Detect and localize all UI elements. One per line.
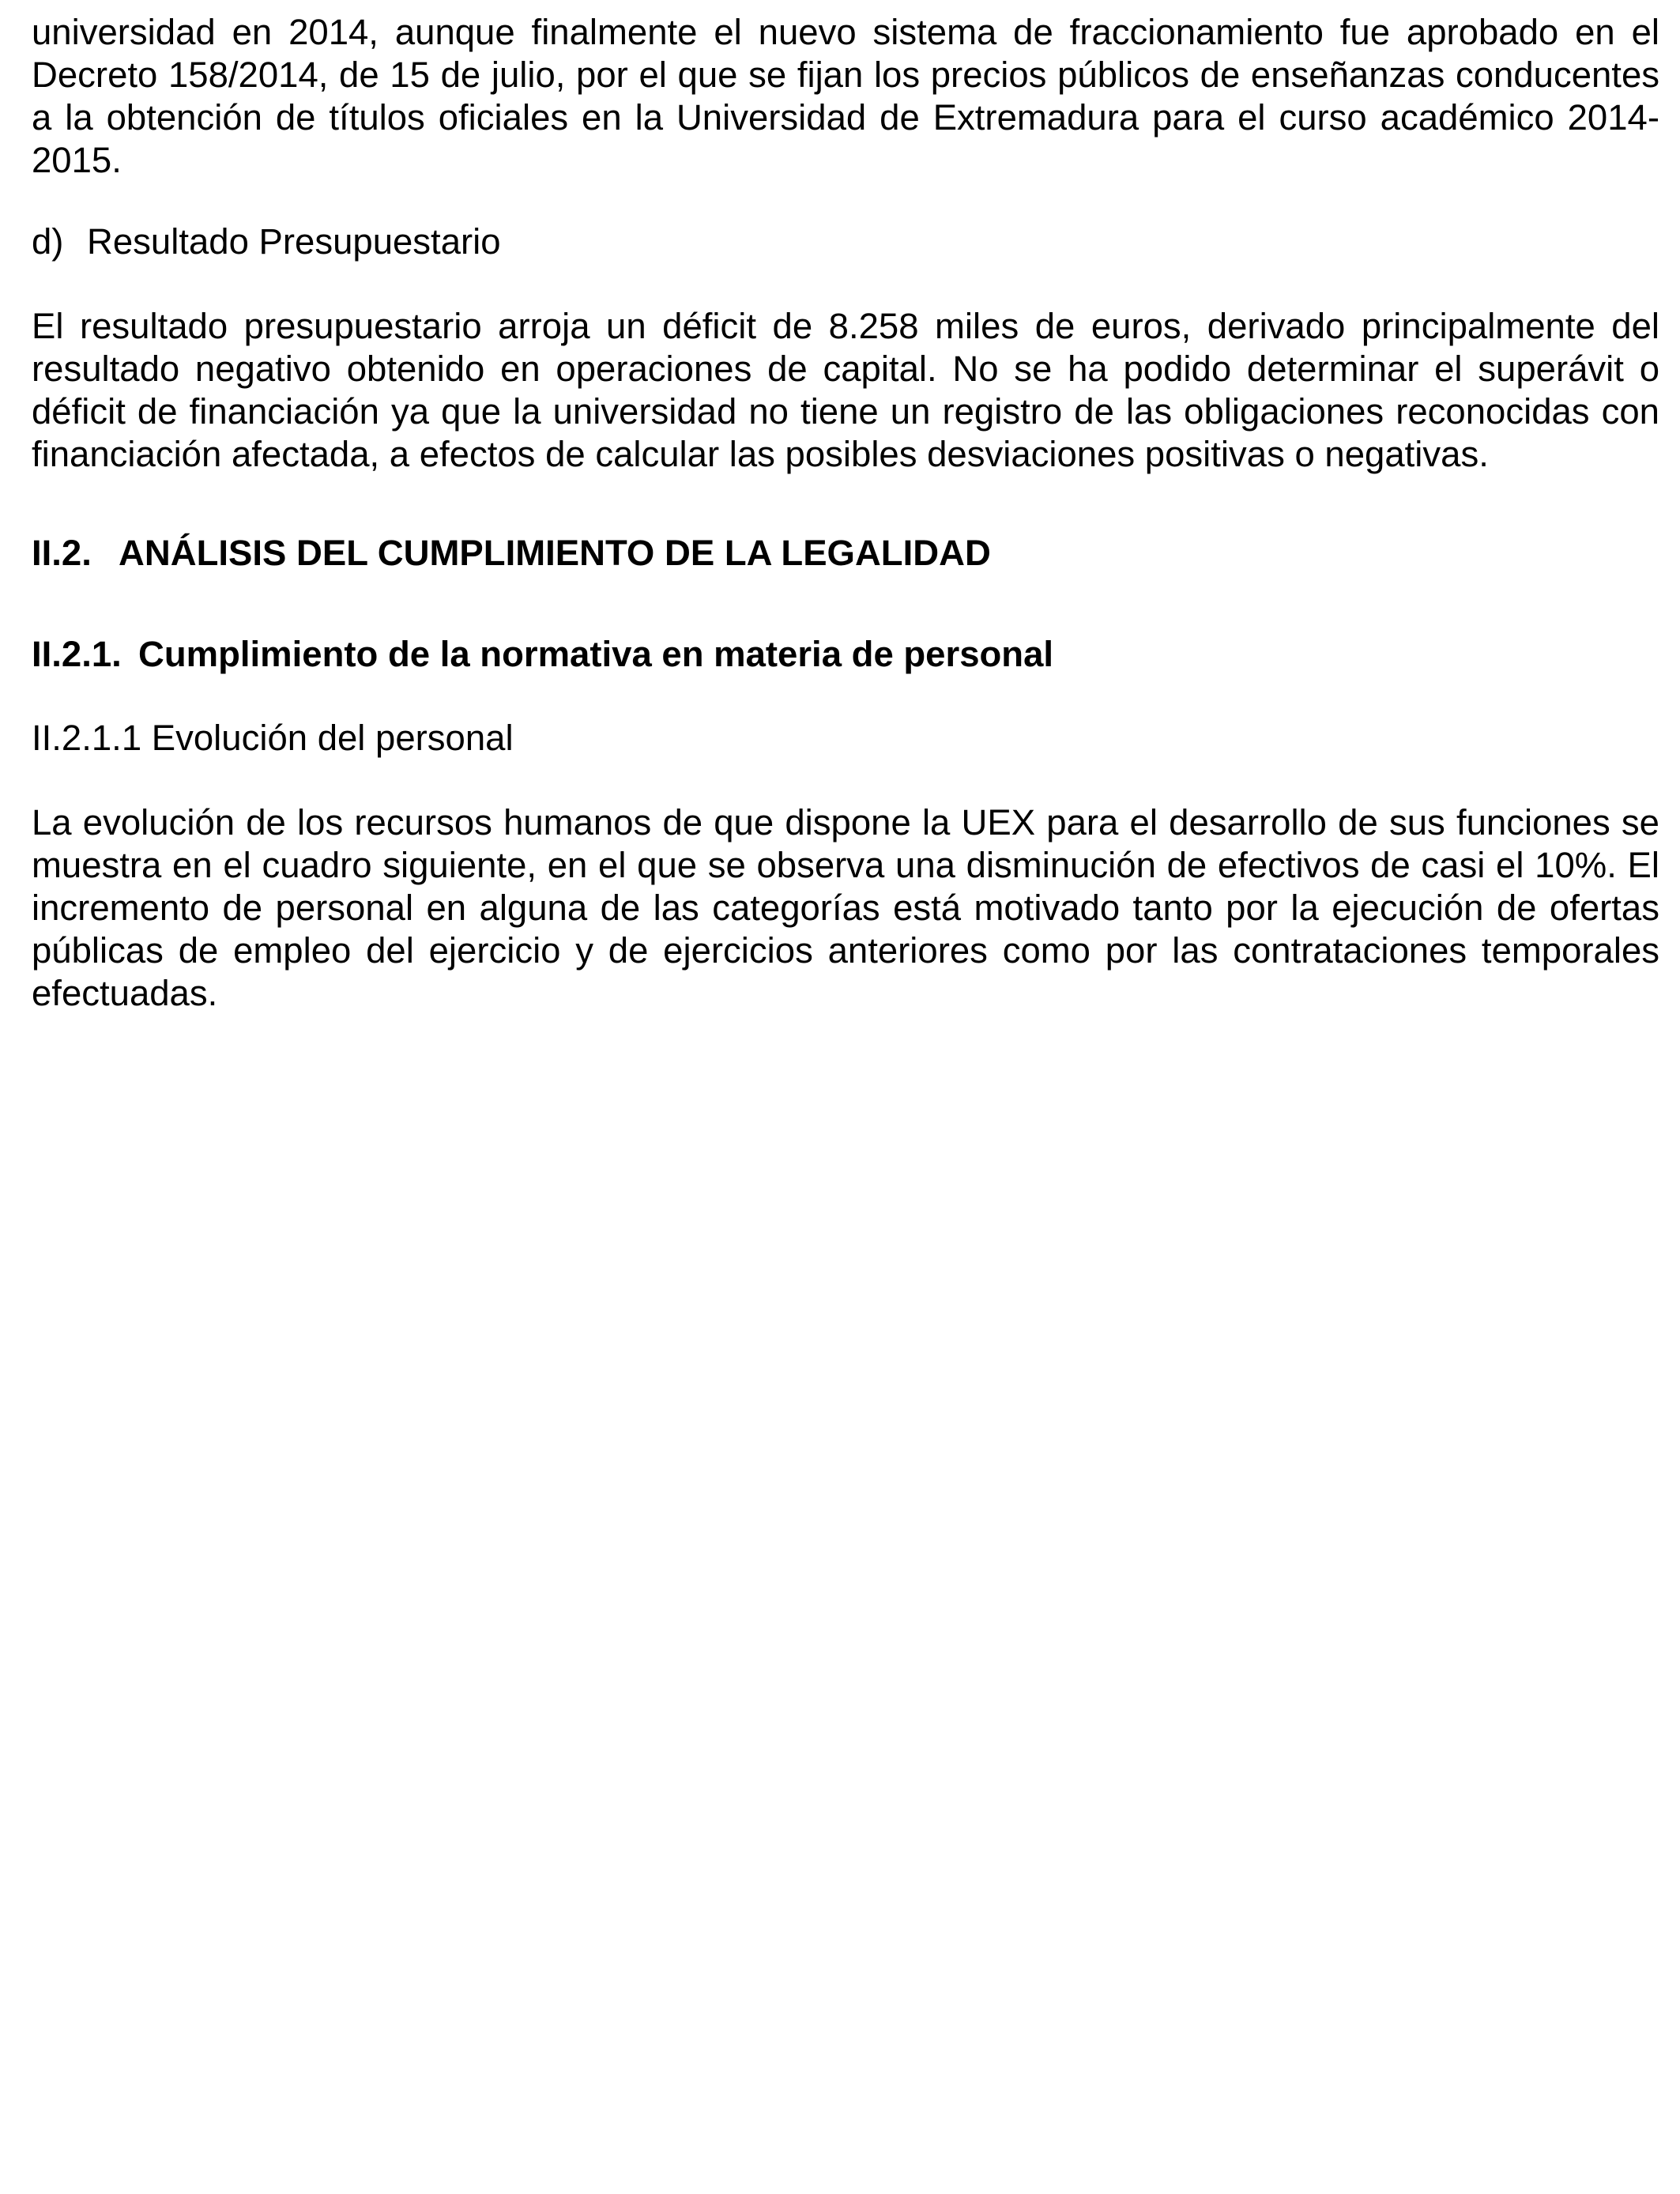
- subsection-heading-ii-2-1: [32, 633, 1053, 676]
- paragraph-fee-decree: universidad en 2014, aunque finalmente el nuevo sistema de fraccionamiento fue aprobado en el Decreto 158/2014, de 15 de julio, por el que se fijan los precios públicos de enseñanzas conducentes a la obtención de títulos oficiales en la Universidad de Extremadura para el curso académico 2014-2015.: [32, 12, 1659, 180]
- subsection-number: II.2.1.: [32, 634, 122, 674]
- section-heading-ii-2: [32, 532, 991, 575]
- section-title: ANÁLISIS DEL CUMPLIMIENTO DE LA LEGALIDAD: [119, 533, 991, 573]
- section-number: II.2.: [32, 533, 92, 573]
- subsection-d-heading: [32, 221, 501, 263]
- subsubsection-heading-ii-2-1-1: II.2.1.1 Evolución del personal: [32, 718, 514, 758]
- subsection-title: Cumplimiento de la normativa en materia de personal: [138, 634, 1054, 674]
- paragraph-budget-result: El resultado presupuestario arroja un déficit de 8.258 miles de euros, derivado principalmente del resultado negativo obtenido en operaciones de capital. No se ha podido determinar el superávit o déficit de financiación ya que la universidad no tiene un registro de las obligaciones reconocidas con financiación afectada, a efectos de calcular las posibles desviaciones positivas o negativas.: [32, 306, 1659, 474]
- subsection-d-label: d): [32, 221, 64, 262]
- subsection-d-title: Resultado Presupuestario: [87, 221, 501, 262]
- paragraph-staff-evolution: La evolución de los recursos humanos de que dispone la UEX para el desarrollo de sus funciones se muestra en el cuadro siguiente, en el que se observa una disminución de efectivos de casi el 10%. El incremento de personal en alguna de las categorías está motivado tanto por la ejecución de ofertas públicas de empleo del ejercicio y de ejercicios anteriores como por las contrataciones temporales efectuadas.: [32, 802, 1659, 1013]
